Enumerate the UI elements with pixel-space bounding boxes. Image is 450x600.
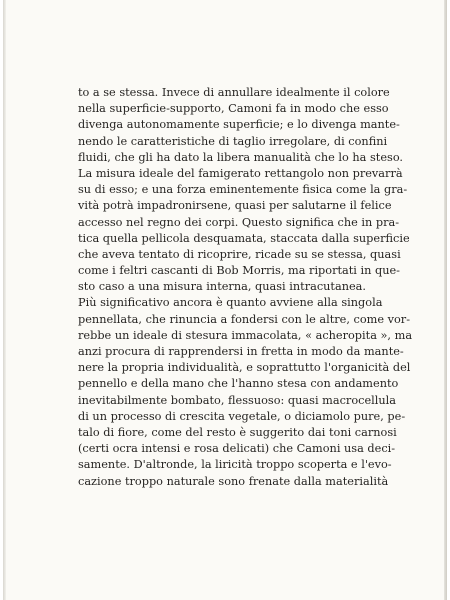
body-text bbox=[78, 85, 413, 490]
page-right-edge bbox=[444, 0, 447, 600]
text-line: La misura ideale del famigerato rettangolo non prevarrà bbox=[78, 166, 403, 180]
text-line: vità potrà impadronirsene, quasi per salutarne il felice bbox=[78, 199, 392, 213]
text-line: nendo le caratteristiche di taglio irregolare, di confini bbox=[78, 134, 388, 148]
text-line: tica quella pellicola desquamata, staccata dalla superficie bbox=[78, 231, 410, 245]
text-line: sto caso a una misura interna, quasi intracutanea. bbox=[78, 280, 366, 294]
text-line: rebbe un ideale di stesura immacolata, « acheropita », ma bbox=[78, 328, 413, 342]
text-line: nere la propria individualità, e soprattutto l'organicità del bbox=[78, 361, 411, 375]
text-line: (certi ocra intensi e rosa delicati) che Camoni usa deci- bbox=[78, 442, 396, 456]
text-line: di un processo di crescita vegetale, o diciamolo pure, pe- bbox=[78, 409, 406, 423]
text-line: accesso nel regno dei corpi. Questo significa che in pra- bbox=[78, 215, 400, 229]
text-line: pennello e della mano che l'hanno stesa con andamento bbox=[78, 377, 399, 391]
text-line: fluidi, che gli ha dato la libera manualità che lo ha steso. bbox=[78, 150, 404, 164]
book-page bbox=[3, 0, 447, 600]
text-line: Più significativo ancora è quanto avviene alla singola bbox=[78, 296, 383, 310]
text-line: nella superficie-supporto, Camoni fa in modo che esso bbox=[78, 102, 389, 116]
text-line: pennellata, che rinuncia a fondersi con le altre, come vor- bbox=[78, 312, 411, 326]
text-line: che aveva tentato di ricoprire, ricade su se stessa, quasi bbox=[78, 247, 401, 261]
text-line: su di esso; e una forza eminentemente fisica come la gra- bbox=[78, 183, 408, 197]
page-left-edge bbox=[3, 0, 6, 600]
text-line: divenga autonomamente superficie; e lo divenga mante- bbox=[78, 118, 400, 132]
text-line: anzi procura di rapprendersi in fretta in modo da mante- bbox=[78, 345, 404, 358]
text-line: to a se stessa. Invece di annullare idealmente il colore bbox=[78, 86, 390, 99]
text-line: talo di fiore, come del resto è suggerito dai toni carnosi bbox=[78, 425, 397, 439]
text-line: come i feltri cascanti di Bob Morris, ma riportati in que- bbox=[78, 264, 400, 278]
text-line: cazione troppo naturale sono frenate dalla materialità bbox=[78, 474, 389, 488]
text-line: samente. D'altronde, la liricità troppo scoperta e l'evo- bbox=[78, 458, 392, 472]
text-line: inevitabilmente bombato, flessuoso: quasi macrocellula bbox=[78, 393, 396, 407]
